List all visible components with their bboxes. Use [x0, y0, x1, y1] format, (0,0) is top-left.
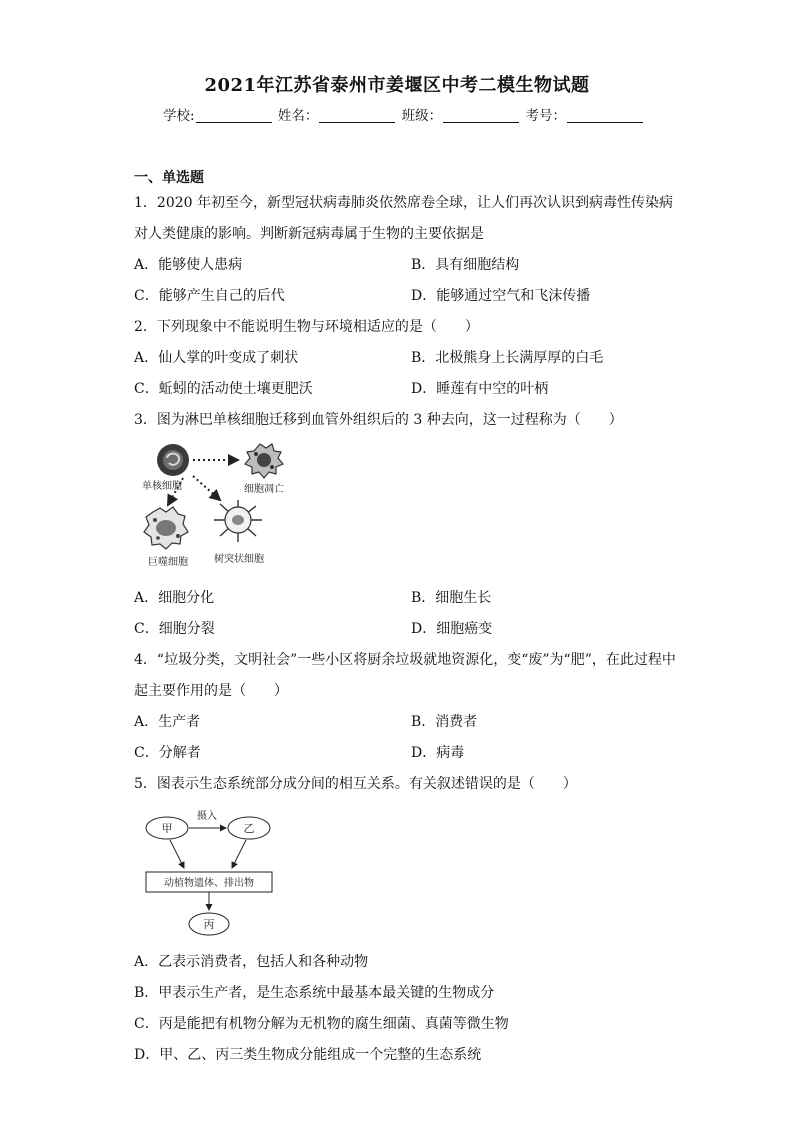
question-5-stem: 5．图表示生态系统部分成分间的相互关系。有关叙述错误的是（ ）: [134, 776, 577, 792]
intake-arrow-label: 摄入: [197, 811, 217, 822]
exam-number-label: 考号：: [525, 108, 566, 124]
question-1-option-c[interactable]: C．能够产生自己的后代: [134, 288, 285, 304]
remains-box-label: 动植物遗体、排出物: [164, 878, 254, 889]
node-c-label: 丙: [203, 918, 215, 931]
arrow-to-dendritic: [193, 476, 220, 500]
question-2-option-c[interactable]: C．蚯蚓的活动使土壤更肥沃: [134, 381, 313, 397]
question-3-option-a[interactable]: A．细胞分化: [134, 590, 215, 606]
question-4-stem-line-2: 起主要作用的是（ ）: [134, 683, 288, 699]
figure-label-monocyte: 单核细胞: [142, 481, 182, 492]
node-a-label: 甲: [161, 822, 173, 835]
question-1-option-d[interactable]: D．能够通过空气和飞沫传播: [411, 288, 591, 304]
section-title: 一、单选题: [134, 170, 204, 186]
question-4-option-d[interactable]: D．病毒: [411, 745, 465, 761]
question-3-stem: 3．图为淋巴单核细胞迁移到血管外组织后的 3 种去向，这一过程称为（ ）: [134, 412, 623, 428]
question-2-stem: 2．下列现象中不能说明生物与环境相适应的是（ ）: [134, 319, 479, 335]
question-3-option-c[interactable]: C．细胞分裂: [134, 621, 215, 637]
question-1-stem-line-1: 1．2020 年初至今，新型冠状病毒肺炎依然席卷全球，让人们再次认识到病毒性传染病: [134, 195, 673, 211]
node-b-label: 乙: [243, 822, 255, 835]
arrow-a-to-box: [170, 840, 184, 868]
class-label: 班级：: [401, 108, 443, 124]
exam-number-blank[interactable]: [567, 108, 643, 123]
question-4-option-b[interactable]: B．消费者: [411, 714, 478, 730]
student-info-line: [163, 104, 645, 124]
name-blank[interactable]: [319, 108, 395, 123]
question-2-option-d[interactable]: D．睡莲有中空的叶柄: [411, 381, 549, 397]
question-4-option-c[interactable]: C．分解者: [134, 745, 201, 761]
ecosystem-diagram: [140, 804, 280, 940]
question-4-option-a[interactable]: A．生产者: [134, 714, 201, 730]
question-3-option-b[interactable]: B．细胞生长: [411, 590, 492, 606]
macrophage-cell-icon: [144, 507, 188, 549]
question-1-option-b[interactable]: B．具有细胞结构: [411, 257, 520, 273]
arrow-b-to-box: [232, 840, 246, 868]
page-title: 2021年江苏省泰州市姜堰区中考二模生物试题: [204, 75, 590, 96]
name-label: 姓名：: [277, 108, 319, 124]
question-1-option-a[interactable]: A．能够使人患病: [134, 257, 243, 273]
question-5-option-a[interactable]: A．乙表示消费者，包括人和各种动物: [134, 954, 369, 970]
cell-migration-figure: [138, 440, 308, 578]
question-2-option-a[interactable]: A．仙人掌的叶变成了刺状: [134, 350, 299, 366]
question-3-option-d[interactable]: D．细胞癌变: [411, 621, 493, 637]
question-2-option-b[interactable]: B．北极熊身上长满厚厚的白毛: [411, 350, 604, 366]
class-blank[interactable]: [443, 108, 519, 123]
question-1-stem-line-2: 对人类健康的影响。判断新冠病毒属于生物的主要依据是: [134, 226, 484, 242]
question-4-stem-line-1: 4．“垃圾分类，文明社会”一些小区将厨余垃圾就地资源化，变“废”为“肥”，在此过程中: [134, 652, 676, 668]
dendritic-cell-icon: [214, 500, 262, 542]
school-blank[interactable]: [196, 108, 272, 123]
monocyte-cell-icon: [157, 444, 189, 476]
figure-label-macrophage: 巨噬细胞: [148, 557, 188, 568]
school-label: 学校:: [163, 108, 195, 124]
figure-label-dendritic: 树突状细胞: [214, 554, 264, 565]
question-5-option-b[interactable]: B．甲表示生产者，是生态系统中最基本最关键的生物成分: [134, 985, 495, 1001]
question-5-option-c[interactable]: C．丙是能把有机物分解为无机物的腐生细菌、真菌等微生物: [134, 1016, 509, 1032]
figure-label-apoptosis: 细胞凋亡: [244, 484, 284, 495]
question-5-option-d[interactable]: D．甲、乙、丙三类生物成分能组成一个完整的生态系统: [134, 1047, 482, 1063]
apoptotic-cell-icon: [245, 444, 283, 478]
